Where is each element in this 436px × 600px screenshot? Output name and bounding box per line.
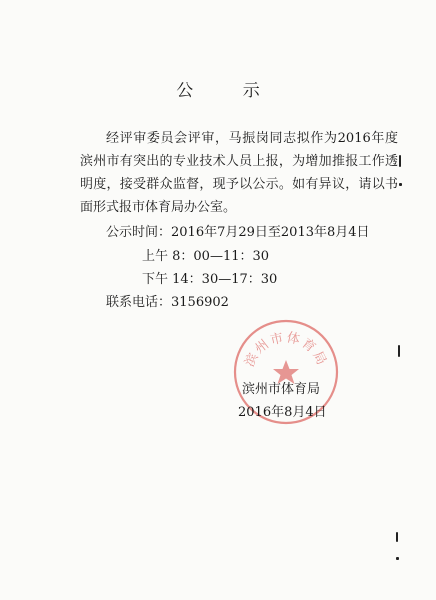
scan-mark [396, 532, 398, 542]
scan-mark [399, 183, 402, 186]
issuer-name: 滨州市体育局 [242, 382, 321, 397]
document-title: 公 示 [176, 81, 282, 101]
period-line: 公示时间：2016年7月29日至2013年8月4日 [106, 225, 370, 240]
notice-paragraph: 经评审委员会评审，马振岗同志拟作为2016年度滨州市有突出的专业技术人员上报，为增加推报工作透明度，接受群众监督，现予以公示。如有异议，请以书面形式报市体育局办公室。 [80, 131, 398, 215]
scan-mark [398, 345, 400, 357]
issue-date: 2016年8月4日 [238, 405, 327, 420]
afternoon-hours: 下午 14：30—17：30 [142, 272, 278, 287]
svg-text:滨州市体育局: 滨州市体育局 [242, 330, 330, 370]
scan-mark [396, 557, 399, 560]
contact-phone: 联系电话：3156902 [106, 295, 229, 310]
scan-mark [399, 155, 401, 167]
notice-body [80, 127, 398, 219]
morning-hours: 上午 8：00—11：30 [142, 249, 270, 264]
